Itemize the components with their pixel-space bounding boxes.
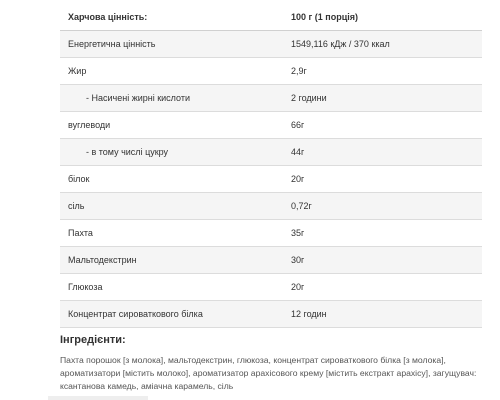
nutrient-name: сіль: [60, 193, 291, 220]
table-row: [60, 139, 482, 166]
nutrition-table: [60, 4, 482, 328]
nutrient-value: 2 години: [291, 85, 482, 112]
nutrition-header-value: 100 г (1 порція): [291, 4, 482, 31]
nutrient-name: Жир: [60, 58, 291, 85]
nutrient-name: Глюкоза: [60, 274, 291, 301]
table-row: [60, 112, 482, 139]
nutrient-value: 44г: [291, 139, 482, 166]
table-row: [60, 193, 482, 220]
nutrition-header-label: Харчова цінність:: [60, 4, 291, 31]
table-row: [60, 247, 482, 274]
nutrient-name: білок: [60, 166, 291, 193]
table-row: [60, 301, 482, 328]
nutrient-name: - Насичені жирні кислоти: [60, 85, 291, 112]
nutrient-value: 12 годин: [291, 301, 482, 328]
nutrient-name: - в тому числі цукру: [60, 139, 291, 166]
nutrient-name: Енергетична цінність: [60, 31, 291, 58]
nutrient-name: Мальтодекстрин: [60, 247, 291, 274]
nutrient-value: 30г: [291, 247, 482, 274]
bottom-divider: [48, 396, 148, 400]
nutrient-name: Концентрат сироваткового білка: [60, 301, 291, 328]
nutrient-value: 20г: [291, 274, 482, 301]
table-row: [60, 58, 482, 85]
nutrient-value: 1549,116 кДж / 370 ккал: [291, 31, 482, 58]
table-row: [60, 31, 482, 58]
nutrient-value: 20г: [291, 166, 482, 193]
nutrient-value: 2,9г: [291, 58, 482, 85]
nutrient-value: 35г: [291, 220, 482, 247]
table-row: [60, 220, 482, 247]
ingredients-heading: Інгредієнти:: [60, 334, 126, 346]
nutrient-value: 66г: [291, 112, 482, 139]
table-row: [60, 274, 482, 301]
nutrient-value: 0,72г: [291, 193, 482, 220]
table-row: [60, 85, 482, 112]
table-row: [60, 166, 482, 193]
nutrient-name: Пахта: [60, 220, 291, 247]
nutrition-header-row: [60, 4, 482, 31]
ingredients-text: Пахта порошок [з молока], мальтодекстрин, глюкоза, концентрат сироваткового білка [з молока], ароматизатори [містить молоко], ароматизатор арахісового крему [містить екстракт арахісу], загущувач: ксантанова камедь, аміачна карамель, сіль: [60, 355, 477, 391]
nutrient-name: вуглеводи: [60, 112, 291, 139]
